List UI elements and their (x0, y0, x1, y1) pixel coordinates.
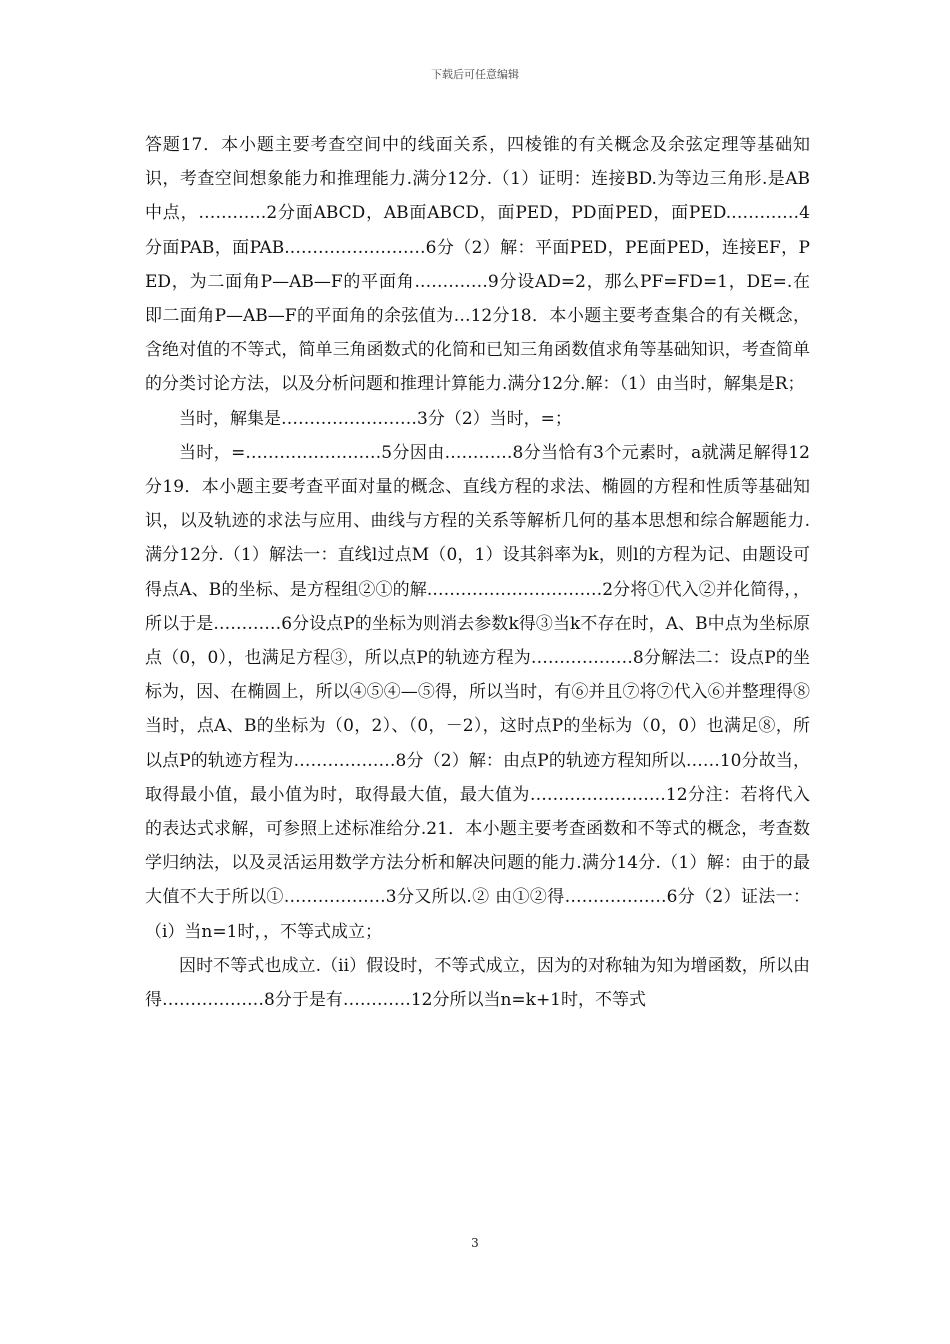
paragraph-21-induction: 因时不等式也成立.（ii）假设时，不等式成立，因为的对称轴为知为增函数，所以由得………………8分于是有…………12分所以当n=k+1时，不等式 (145, 955, 810, 1011)
page-number: 3 (471, 1236, 479, 1250)
paragraph-17-18: 答题17．本小题主要考查空间中的线面关系，四棱锥的有关概念及余弦定理等基础知识，考查空间想象能力和推理能力.满分12分.（1）证明：连接BD.为等边三角形.是AB中点，…………2分面ABCD，AB面ABCD，面PED，PD面PED，面PED.…………4分面PAB，面PAB.……………………6分（2）解：平面PED，PE面PED，连接EF，PED，为二面角P—AB—F的平面角.…………9分设AD=2，那么PF=FD=1，DE=.在即二面角P—AB—F的平面角的余弦值为…12分18．本小题主要考查集合的有关概念，含绝对值的不等式，简单三角函数式的化简和已知三角函数值求角等基础知识，考查简单的分类讨论方法，以及分析问题和推理计算能力.满分12分.解：（1）由当时，解集是R； (145, 135, 810, 395)
paragraph-18-19-21: 当时，=……………………5分因由…………8分当恰有3个元素时，a就满足解得12分19．本小题主要考查平面对量的概念、直线方程的求法、椭圆的方程和性质等基础知识，以及轨迹的求法与应用、曲线与方程的关系等解析几何的基本思想和综合解题能力.满分12分.（1）解法一：直线l过点M（0，1）设其斜率为k，则l的方程为记、由题设可得点A、B的坐标、是方程组②①的解.…………………………2分将①代入②并化简得，，所以于是…………6分设点P的坐标为则消去参数k得③当k不存在时，A、B中点为坐标原点（0，0），也满足方程③，所以点P的轨迹方程为………………8分解法二：设点P的坐标为，因、在椭圆上，所以④⑤④—⑤得，所以当时，有⑥并且⑦将⑦代入⑥并整理得⑧当时，点A、B的坐标为（0，2）、（0，－2），这时点P的坐标为（0，0）也满足⑧，所以点P的轨迹方程为………………8分（2）解：由点P的轨迹方程知所以……10分故当，取得最小值，最小值为时，取得最大值，最大值为……………………12分注：若将代入的表达式求解，可参照上述标准给分.21．本小题主要考查函数和不等式的概念，考查数学归纳法，以及灵活运用数学方法分析和解决问题的能力.满分14分.（1）解：由于的最大值不大于所以①………………3分又所以.② 由①②得………………6分（2）证法一：（i）当n=1时，，不等式成立； (145, 442, 811, 942)
page-header-note: 下载后可任意编辑 (431, 68, 519, 81)
document-body (145, 128, 810, 1017)
paragraph-18-case-1: 当时，解集是……………………3分（2）当时，=； (179, 408, 572, 429)
